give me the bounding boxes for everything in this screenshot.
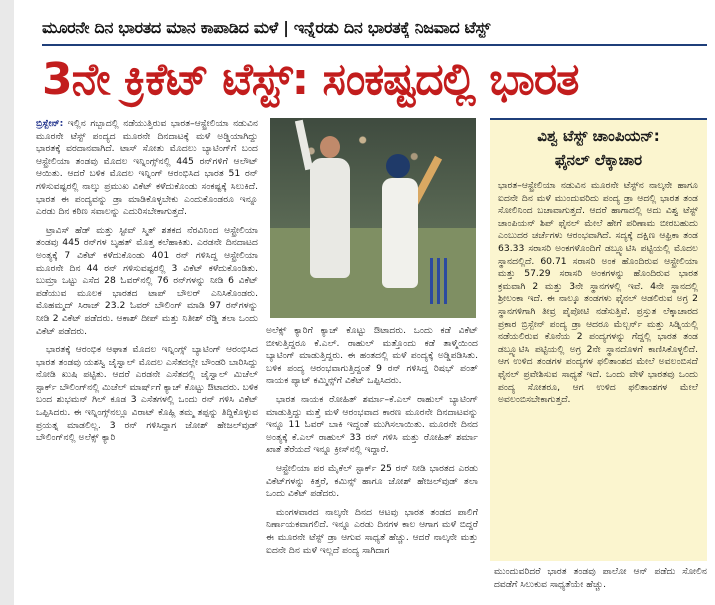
main-headline: 3ನೇ ಕ್ರಿಕೆಟ್ ಟೆಸ್ಟ್: ಸಂಕಷ್ಟದಲ್ಲಿ ಭಾರತ	[42, 54, 579, 105]
match-photo	[270, 118, 476, 318]
sidebar-paragraph: ಭಾರತ–ಆಸ್ಟ್ರೇಲಿಯಾ ನಡುವಿನ ಮೂರನೇ ಟೆಸ್ಟ್‌ನ ನಾಲ್ಕನೇ ಹಾಗೂ ಐದನೇ ದಿನ ಮಳೆ ಮುಂದುವರಿದು ಪಂದ್ಯ ಡ್ರಾ ಆದಲ್ಲಿ ಭಾರತ ತಂಡ ಸೋಲಿನಿಂದ ಬಚಾವಾಗುತ್ತದೆ. ಆದರೆ ಹಾಗಾದಲ್ಲಿ ಅದು ವಿಶ್ವ ಟೆಸ್ಟ್ ಚಾಂಪಿಯನ್ ಶಿಪ್ ಫೈನಲ್ ಮೇಲೆ ಹೇಗೆ ಪರಿಣಾಮ ಬೀರಬಹುದು ಎಂಬುದರ ಚರ್ಚೆಗಳು ಆರಂಭವಾಗಿದೆ. ಸದ್ಯಕ್ಕೆ ದಕ್ಷಿಣ ಆಫ್ರಿಕಾ ತಂಡ 63.33 ಸರಾಸರಿ ಅಂಕಗಳೊಂದಿಗೆ ಡಬ್ಲ್ಯೂಟಿಸಿ ಪಟ್ಟಿಯಲ್ಲಿ ಮೊದಲ ಸ್ಥಾನದಲ್ಲಿದೆ. 60.71 ಸರಾಸರಿ ಅಂಕ ಹೊಂದಿರುವ ಆಸ್ಟ್ರೇಲಿಯಾ ಮತ್ತು 57.29 ಸರಾಸರಿ ಅಂಕಗಳನ್ನು ಹೊಂದಿರುವ ಭಾರತ ಕ್ರಮವಾಗಿ 2 ಮತ್ತು 3ನೇ ಸ್ಥಾನಗಳಲ್ಲಿ ಇವೆ. 4ನೇ ಸ್ಥಾನದಲ್ಲಿ ಶ್ರೀಲಂಕಾ ಇದೆ. ಈ ನಾಲ್ಕೂ ತಂಡಗಳು ಫೈನಲ್ ಆಡಲಿರುವ ಅಗ್ರ 2 ಸ್ಥಾನಗಳಿಗಾಗಿ ತೀವ್ರ ಪೈಪೋಟಿ ನಡೆಸುತ್ತಿವೆ. ಪ್ರಸ್ತುತ ಲೆಕ್ಕಾಚಾರದ ಪ್ರಕಾರ ಬ್ರಿಸ್ಬೇನ್ ಪಂದ್ಯ ಡ್ರಾ ಆದರೂ ಮೆಲ್ಬರ್ನ್ ಮತ್ತು ಸಿಡ್ನಿಯಲ್ಲಿ ನಡೆಯಲಿರುವ ಕೊನೆಯ 2 ಪಂದ್ಯಗಳನ್ನು ಗೆದ್ದಲ್ಲಿ ಭಾರತ ತಂಡ ಡಬ್ಲ್ಯೂಟಿಸಿ ಪಟ್ಟಿಯಲ್ಲಿ ಅಗ್ರ 2ನೇ ಸ್ಥಾನದೊಳಗೆ ಕಾಣಿಸಿಕೊಳ್ಳಲಿದೆ. ಆಗ ಉಳಿದ ತಂಡಗಳ ಪಂದ್ಯಗಳ ಫಲಿತಾಂಶದ ಮೇಲೆ ಅವಲಂಬಿಸದೆ ಫೈನಲ್ ಪ್ರವೇಶಿಸುವ ಸಾಧ್ಯತೆ ಇದೆ. ಒಂದು ವೇಳೆ ಭಾರತವು ಒಂದು ಪಂದ್ಯ ಸೋತರೂ, ಆಗ ಉಳಿದ ಫಲಿತಾಂಶಗಳ ಮೇಲೆ ಅವಲಂಬಿಸಬೇಕಾಗುತ್ತದೆ.	[498, 180, 698, 406]
continued-text	[494, 566, 707, 605]
dateline: ಬ್ರಿಸ್ಬೇನ್:	[36, 118, 64, 129]
col2-paragraph: ಅಲೆಕ್ಸ್ ಕ್ಯಾರಿಗೆ ಕ್ಯಾಚ್ ಕೊಟ್ಟು ಔಟಾದರು. ಒಂದು ಕಡೆ ವಿಕೆಟ್ ಬೀಳುತ್ತಿದ್ದರೂ ಕೆ.ಎಲ್. ರಾಹುಲ್ ಮತ್ತೊಂದು ಕಡೆ ತಾಳ್ಮೆಯಿಂದ ಬ್ಯಾಟಿಂಗ್ ಮಾಡುತ್ತಿದ್ದರು. ಈ ಹಂತದಲ್ಲಿ ಮಳೆ ಪಂದ್ಯಕ್ಕೆ ಅಡ್ಡಿಪಡಿಸಿತು. ಬಳಿಕ ಪಂದ್ಯ ಆರಂಭವಾಗುತ್ತಿದ್ದಂತೆ 9 ರನ್ ಗಳಿಸಿದ್ದ ರಿಷಭ್ ಪಂತ್ ನಾಯಕ ಪ್ಯಾಟ್ ಕಮ್ಮಿನ್ಸ್‌ಗೆ ವಿಕೆಟ್ ಒಪ್ಪಿಸಿದರು.	[266, 325, 478, 387]
article-column-2	[266, 325, 478, 605]
batsman-figure	[382, 178, 418, 288]
sidebar-body	[498, 180, 698, 552]
top-rule	[42, 44, 707, 46]
continued-paragraph: ಮುಂದುವರಿದರೆ ಭಾರತ ತಂಡವು ಪಾಲೋ ಆನ್ ಪಡೆದು ಸೋಲಿನ ದವಡೆಗೆ ಸಿಲುಕುವ ಸಾಧ್ಯತೆಯೇ ಹೆಚ್ಚು.	[494, 566, 707, 590]
sidebar-box	[490, 118, 707, 561]
sidebar-title: ವಿಶ್ವ ಟೆಸ್ಟ್ ಚಾಂಪಿಯನ್:	[537, 127, 660, 145]
newspaper-page	[14, 0, 715, 605]
bowler-figure	[310, 158, 350, 278]
kicker-line: ಮೂರನೇ ದಿನ ಭಾರತದ ಮಾನ ಕಾಪಾಡಿದ ಮಳೆ | ಇನ್ನೆರಡು ದಿನ ಭಾರತಕ್ಕೆ ನಿಜವಾದ ಟೆಸ್ಟ್	[42, 18, 491, 37]
col2-paragraph: ಆಸ್ಟ್ರೇಲಿಯಾ ಪರ ಮೈಕೆಲ್ ಸ್ಟಾರ್ಕ್ 25 ರನ್ ನೀಡಿ ಭಾರತದ ಎರಡು ವಿಕೆಟ್‌ಗಳನ್ನು ಕಿತ್ತರೆ, ಕಮಿನ್ಸ್ ಹಾಗೂ ಜೋಶ್ ಹೇಜಲ್‌ವುಡ್ ತಲಾ ಒಂದು ವಿಕೆಟ್ ಪಡೆದರು.	[266, 462, 478, 500]
batsman-helmet	[386, 154, 410, 178]
bowler-head	[320, 136, 340, 158]
sidebar-subtitle: ಫೈನಲ್ ಲೆಕ್ಕಾಚಾರ	[554, 151, 643, 169]
col2-paragraph: ಭಾರತ ನಾಯಕ ರೋಹಿತ್ ಶರ್ಮಾ–ಕೆ.ಎಲ್ ರಾಹುಲ್ ಬ್ಯಾಟಿಂಗ್ ಮಾಡುತ್ತಿದ್ದು ಮತ್ತೆ ಮಳೆ ಆರಂಭವಾದ ಕಾರಣ ಮೂರನೇ ದಿನದಾಟವನ್ನು ಇನ್ನೂ 11 ಓವರ್ ಬಾಕಿ ಇದ್ದಂತೆ ಮುಗಿಸಲಾಯಿತು. ಮೂರನೇ ದಿನದ ಅಂತ್ಯಕ್ಕೆ ಕೆ.ಎಲ್ ರಾಹುಲ್ 33 ರನ್ ಗಳಿಸಿ ಮತ್ತು ರೋಹಿತ್ ಶರ್ಮಾ ಖಾತೆ ತೆರೆಯದೆ ಇನ್ನೂ ಕ್ರೀಸ್‌ನಲ್ಲಿ ಇದ್ದಾರೆ.	[266, 393, 478, 456]
col1-paragraph: ಭಾರತಕ್ಕೆ ಆರಂಭಿಕ ಆಘಾತ ಮೊದಲ ಇನ್ನಿಂಗ್ಸ್ ಬ್ಯಾಟಿಂಗ್ ಆರಂಭಿಸಿದ ಭಾರತ ತಂಡವು ಯಶಸ್ವಿ ಜೈಸ್ವಾಲ್ ಮೊದಲ ಎಸೆತದಲ್ಲೇ ಬೌಂಡರಿ ಬಾರಿಸಿದ್ದು ನೋಡಿ ಖುಷಿ ಪಟ್ಟಿತು. ಆದರೆ ಎರಡನೇ ಎಸೆತದಲ್ಲಿ ಜೈಸ್ವಾಲ್ ಮಿಚೆಲ್ ಸ್ಟಾರ್ಕ್ ಬೌಲಿಂಗ್‌ನಲ್ಲಿ ಮಿಚೆಲ್ ಮಾರ್ಷ್‌ಗೆ ಕ್ಯಾಚ್ ಕೊಟ್ಟು ಔಟಾದರು. ಬಳಿಕ ಬಂದ ಶುಭಮನ್ ಗಿಲ್ ಕೂಡ 3 ಎಸೆತಗಳಲ್ಲಿ ಒಂದು ರನ್ ಗಳಿಸಿ ವಿಕೆಟ್ ಒಪ್ಪಿಸಿದರು. ಈ ಇನ್ನಿಂಗ್ಸ್‌ನಲ್ಲೂ ವಿರಾಟ್ ಕೊಹ್ಲಿ ತಮ್ಮ ತಪ್ಪನ್ನು ತಿದ್ದಿಕೊಳ್ಳುವ ಪ್ರಯತ್ನ ಮಾಡಲಿಲ್ಲ. 3 ರನ್ ಗಳಿಸಿದ್ದಾಗ ಜೋಶ್ ಹೇಜಲ್‌ವುಡ್ ಬೌಲಿಂಗ್‌ನಲ್ಲಿ ಅಲೆಕ್ಸ್ ಕ್ಯಾರಿ	[36, 344, 258, 444]
article-column-1	[36, 118, 258, 605]
col2-paragraph: ಮಂಗಳವಾರದ ನಾಲ್ಕನೇ ದಿನದ ಆಟವು ಭಾರತ ತಂಡದ ಪಾಲಿಗೆ ನಿರ್ಣಾಯಕವಾಗಲಿದೆ. ಇನ್ನೂ ಎರಡು ದಿನಗಳ ಕಾಲ ಆಗಾಗ ಮಳೆ ಬಿದ್ದರೆ ಈ ಮೂರನೇ ಟೆಸ್ಟ್ ಡ್ರಾ ಆಗುವ ಸಾಧ್ಯತೆ ಹೆಚ್ಚು. ಆದರೆ ನಾಲ್ಕನೇ ಮತ್ತು ಐದನೇ ದಿನ ಮಳೆ ಇಲ್ಲದೆ ಪಂದ್ಯ ಸಾಗಿದಾಗ	[266, 506, 478, 556]
paper-edge	[0, 0, 14, 605]
col1-paragraph: ಟ್ರಾವಿಸ್ ಹೆಡ್ ಮತ್ತು ಸ್ಟೀವ್ ಸ್ಮಿತ್ ಶತಕದ ನೆರವಿನಿಂದ ಆಸ್ಟ್ರೇಲಿಯಾ ತಂಡವು 445 ರನ್‌ಗಳ ಬೃಹತ್ ಮೊತ್ತ ಕಲೆಹಾಕಿತು. ಎರಡನೇ ದಿನದಾಟದ ಅಂತ್ಯಕ್ಕೆ 7 ವಿಕೆಟ್ ಕಳೆದುಕೊಂಡು 401 ರನ್ ಗಳಿಸಿದ್ದ ಆಸ್ಟ್ರೇಲಿಯಾ ಮೂರನೇ ದಿನ 44 ರನ್ ಗಳಿಸುವಷ್ಟರಲ್ಲಿ 3 ವಿಕೆಟ್ ಕಳೆದುಕೊಂಡಿತು. ಬುಮ್ರಾ ಒಟ್ಟು ಎಸೆದ 28 ಓವರ್‌ನಲ್ಲಿ 76 ರನ್‌ಗಳನ್ನು ನೀಡಿ 6 ವಿಕೆಟ್ ಪಡೆಯುವ ಮೂಲಕ ಭಾರತದ ಟಾಪ್ ಬೌಲರ್ ಎನಿಸಿಕೊಂಡರು. ಮೊಹಮ್ಮದ್ ಸಿರಾಜ್ 23.2 ಓವರ್ ಬೌಲಿಂಗ್ ಮಾಡಿ 97 ರನ್‌ಗಳನ್ನು ನೀಡಿ 2 ವಿಕೆಟ್ ಪಡೆದರು. ಆಕಾಶ್ ದೀಪ್ ಮತ್ತು ನಿತೀಶ್ ರೆಡ್ಡಿ ತಲಾ ಒಂದು ವಿಕೆಟ್ ಪಡೆದರು.	[36, 224, 258, 337]
stumps-icon	[430, 258, 448, 304]
col1-paragraph: ಇಲ್ಲಿನ ಗಬ್ಬಾದಲ್ಲಿ ನಡೆಯುತ್ತಿರುವ ಭಾರತ–ಆಸ್ಟ್ರೇಲಿಯಾ ನಡುವಿನ ಮೂರನೇ ಟೆಸ್ಟ್ ಪಂದ್ಯದ ಮೂರನೇ ದಿನದಾಟಕ್ಕೆ ಮಳೆ ಅಡ್ಡಿಯಾಗಿದ್ದು ಭಾರತಕ್ಕೆ ವರದಾನವಾಗಿದೆ. ಟಾಸ್ ಸೋತು ಮೊದಲು ಬ್ಯಾಟಿಂಗ್‌ಗೆ ಬಂದ ಆಸ್ಟ್ರೇಲಿಯಾ ತಂಡವು ಮೊದಲ ಇನ್ನಿಂಗ್ಸ್‌ನಲ್ಲಿ 445 ರನ್‌ಗಳಿಗೆ ಆಲೌಟ್ ಆಯಿತು. ಆದರೆ ಬಳಿಕ ಮೊದಲ ಇನ್ನಿಂಗ್ ಆರಂಭಿಸಿದ ಭಾರತ 51 ರನ್ ಗಳಿಸುವಷ್ಟರಲ್ಲಿ ನಾಲ್ಕು ಪ್ರಮುಖ ವಿಕೆಟ್ ಕಳೆದುಕೊಂಡು ಸಂಕಷ್ಟಕ್ಕೆ ಸಿಲುಕಿದೆ. ಭಾರತ ಈ ಪಂದ್ಯವನ್ನು ಡ್ರಾ ಮಾಡಿಕೊಳ್ಳಬೇಕು ಎಂದುಕೊಂಡರೂ ಇನ್ನೂ ಎರಡು ದಿನ ಕಠಿಣ ಸವಾಲನ್ನು ಎದುರಿಸಬೇಕಾಗುತ್ತದೆ.	[36, 118, 258, 218]
